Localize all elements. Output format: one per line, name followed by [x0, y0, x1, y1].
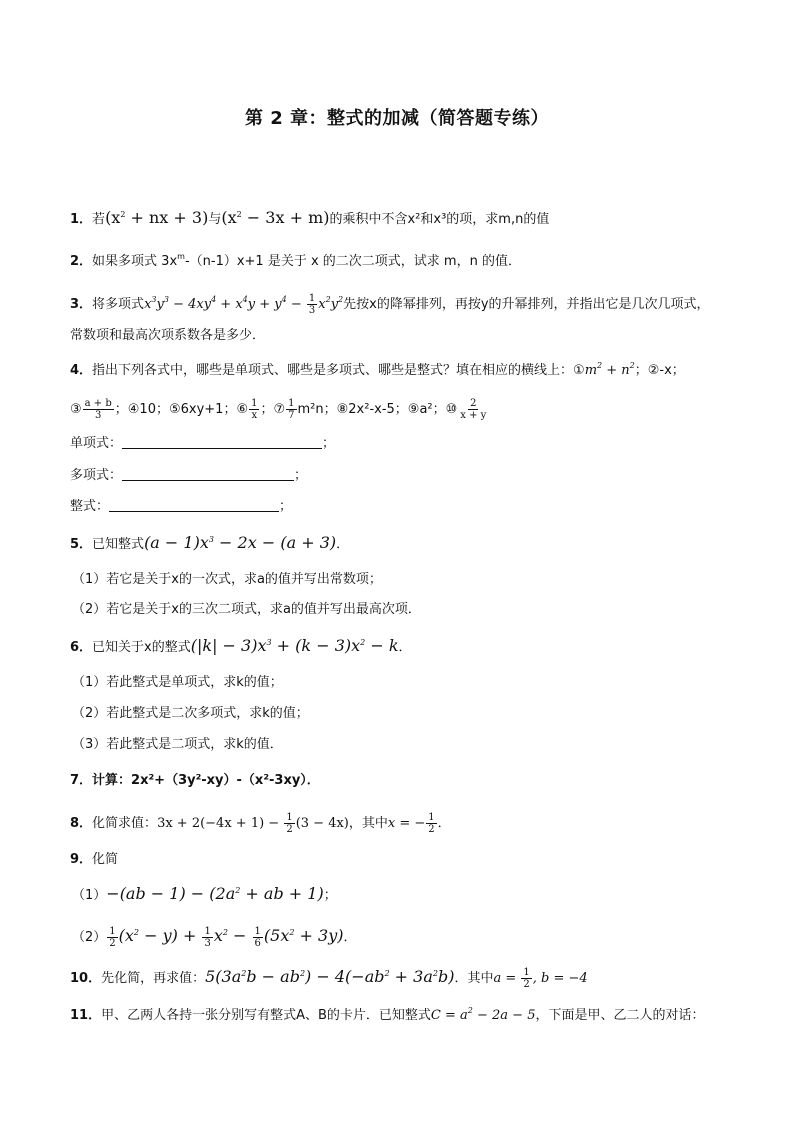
question-3-continued: 常数项和最高次项系数各是多少． — [70, 328, 266, 343]
question-number: 2． — [70, 254, 93, 269]
question-5: 5．已知整式$(a - 1)x^3 - 2x - (a + 3)$． — [70, 533, 350, 552]
question-number: 5． — [70, 537, 93, 552]
question-9-part-1: $(1)-(ab - 1) - (2a^2$ + ab + 1)； — [72, 884, 337, 903]
question-number: 7． — [70, 773, 93, 788]
polynomial-blank[interactable] — [122, 466, 294, 481]
monomial-blank[interactable] — [122, 434, 322, 449]
question-number: 3． — [70, 297, 93, 312]
page-title: 第 2 章：整式的加减（简答题专练） — [244, 108, 550, 129]
question-number: 1． — [70, 212, 93, 227]
question-6-part-3: （3）若此整式是二项式，求k的值． — [72, 737, 283, 752]
question-7: 7．计算：2x²+（3y²-xy）-（x²-3xy）． — [70, 773, 320, 788]
question-6: 6．已知关于x的整式$(|k| - 3)x^3 + (k - 3)x^2 - k$． — [70, 636, 412, 655]
integral-expression-blank[interactable] — [109, 497, 279, 512]
question-2: 2．如果多项式 $3x^m-(n-1)x+1$ 是关于 x 的二次二项式，试求 m，n 的值． — [70, 252, 521, 269]
question-6-part-1: （1）若此整式是单项式，求k的值； — [72, 675, 283, 690]
question-number: 9． — [70, 852, 93, 867]
question-6-part-2: （2）若此整式是二次多项式，求k的值； — [72, 706, 309, 721]
question-number: 8． — [70, 816, 93, 831]
question-number: 6． — [70, 640, 93, 655]
question-1: 1．若($x^2$ + nx + 3)与$(x^2 - 3x + m)$的乘积中不含x²和x³的项，求m,n的值 — [70, 208, 550, 227]
question-8: 8．化简求值：3x + 2(−4x + 1) − $\frac{1}{2}$ (3 − 4x)，其中x = − $\frac{1}{2}$ ． — [70, 812, 451, 835]
question-5-part-1: （1）若它是关于x的一次式，求a的值并写出常数项； — [72, 572, 382, 587]
question-number: 10． — [70, 971, 102, 986]
question-4: 4．指出下列各式中，哪些是单项式、哪些是多项式、哪些是整式？填在相应的横线上：$①m^2 + n^2$；②-x； — [70, 361, 685, 378]
question-9-part-2: （2） $\frac{1}{2}$ $(x^2 - y)$ + $\frac{1}{3}$ $x^2$ − $\frac{1}{6}$ $(5x^2 + 3y)$． — [72, 926, 357, 949]
polynomial-answer-line: 多项式： ； — [70, 468, 308, 483]
question-10: 10．先化简，再求值：$5(3a^2b - ab^2) - 4(-ab^2 + 3a^2b)$．其中a = $\frac{1}{2}$ , b = −4 — [70, 967, 588, 990]
question-11: 11．甲、乙两人各持一张分别写有整式A、B的卡片．已知整式$C = a^2 - 2a - 5$，下面是甲、乙二人的对话： — [70, 1006, 705, 1023]
question-4-options: ③ $\frac{a + b}{3}$ ；④10；⑤6xy+1；⑥ $\frac{1}{x}$ ；⑦ $\frac{1}{7}$ m²n；⑧2x²-x-5；⑨a²；⑩ $\frac{2}{x + y}$ — [70, 398, 487, 421]
question-3: 3．将多项式$x^3y^3 - 4xy^4 + x^4y + y^4$ − $\frac{1}{3}$ $x^2y^2$先按x的降幂排列，再按y的升幂排列，并指出它是几次几项式， — [70, 293, 710, 316]
question-5-part-2: （2）若它是关于x的三次二项式，求a的值并写出最高次项． — [72, 602, 421, 617]
monomial-answer-line: 单项式： ； — [70, 436, 336, 451]
question-number: 4． — [70, 363, 93, 378]
integral-expression-answer-line: 整式： ； — [70, 499, 293, 514]
question-number: 11． — [70, 1008, 102, 1023]
question-9: 9．化简 — [70, 852, 119, 867]
